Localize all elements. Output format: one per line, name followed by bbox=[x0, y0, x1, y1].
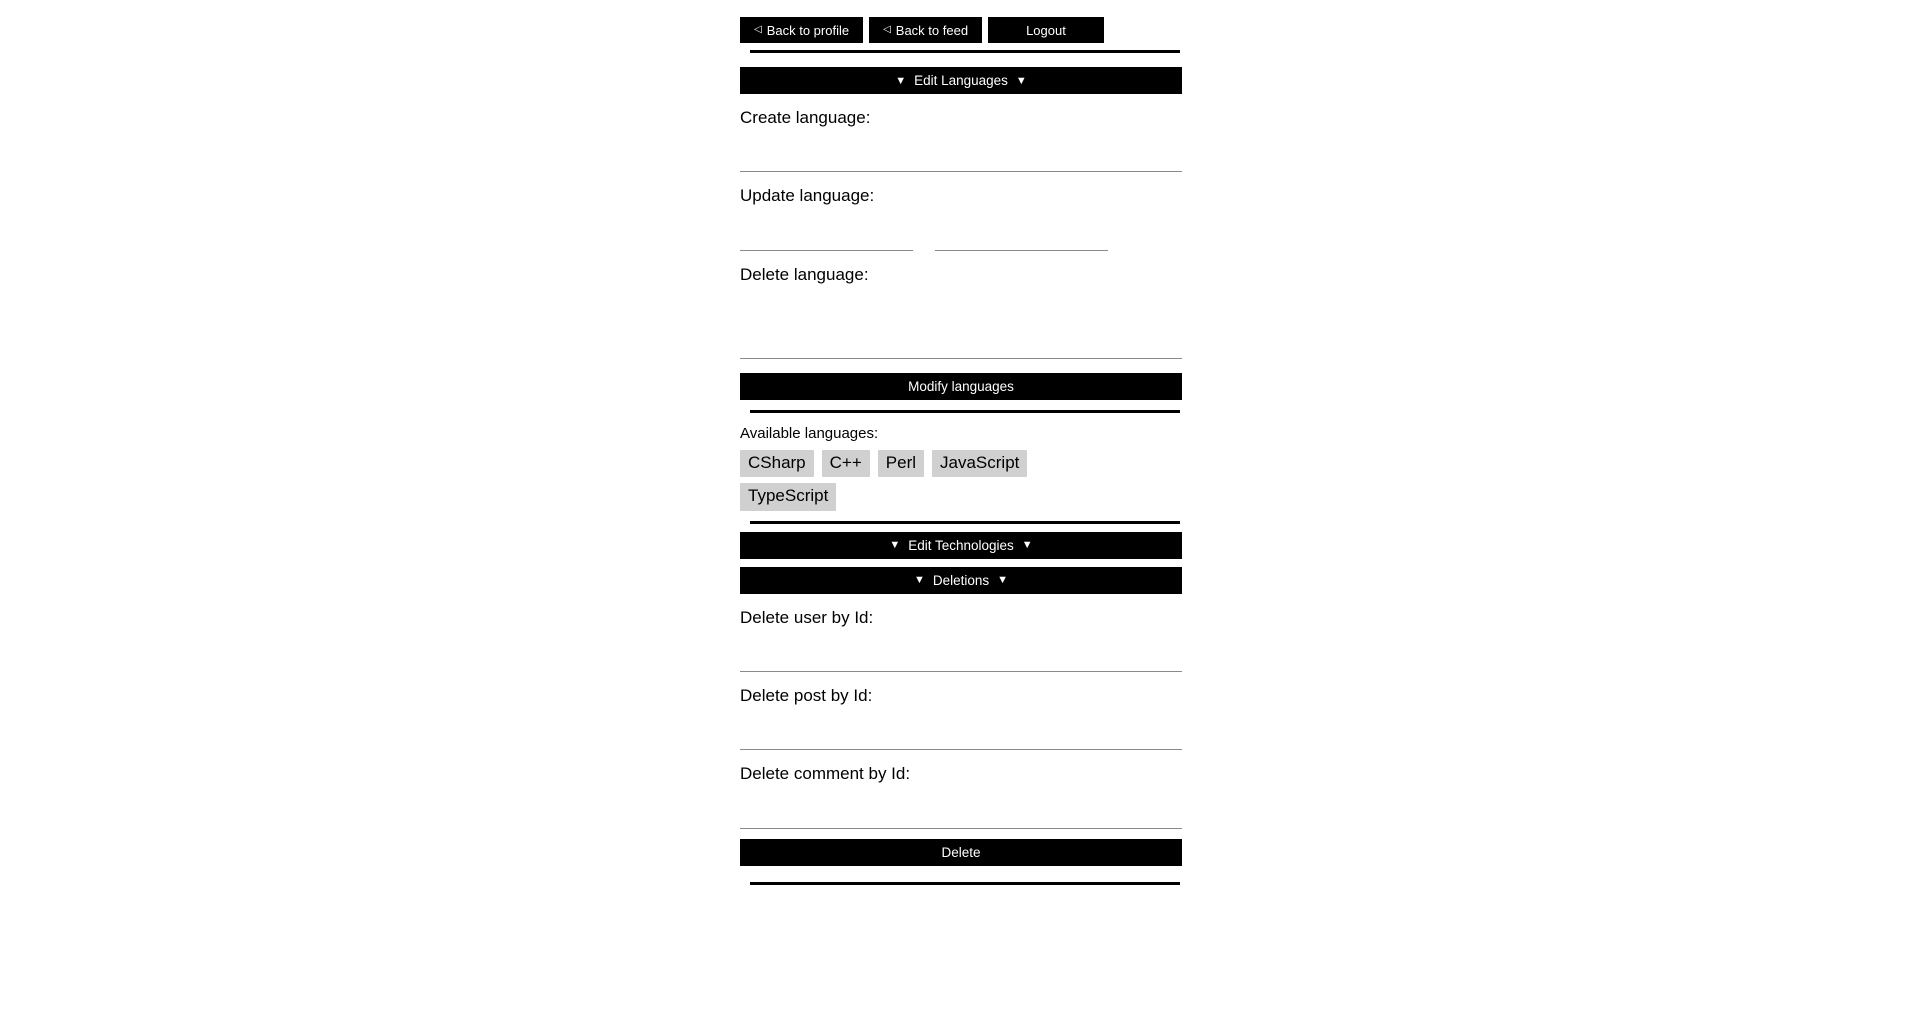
delete-user-input[interactable] bbox=[740, 650, 1182, 672]
available-languages-label: Available languages: bbox=[740, 425, 879, 443]
update-language-old-input[interactable] bbox=[740, 229, 913, 251]
triangle-down-icon: ▼ bbox=[1021, 539, 1033, 552]
update-language-new-input[interactable] bbox=[935, 229, 1108, 251]
back-to-profile-button[interactable] bbox=[740, 17, 863, 43]
back-to-feed-button[interactable] bbox=[869, 17, 982, 43]
languages-divider bbox=[750, 410, 1180, 413]
language-chip[interactable]: CSharp bbox=[740, 450, 814, 477]
triangle-down-icon: ▼ bbox=[1015, 74, 1027, 87]
delete-user-label: Delete user by Id: bbox=[740, 607, 874, 627]
logout-label: Logout bbox=[1026, 22, 1066, 38]
delete-language-label: Delete language: bbox=[740, 264, 869, 284]
update-language-label: Update language: bbox=[740, 186, 875, 206]
delete-post-field bbox=[740, 672, 1182, 750]
top-nav bbox=[740, 0, 1182, 50]
triangle-down-icon: ▼ bbox=[895, 74, 907, 87]
triangle-left-icon: ◁ bbox=[754, 24, 762, 35]
update-language-field bbox=[740, 172, 1182, 250]
logout-button[interactable] bbox=[988, 17, 1104, 43]
triangle-down-icon: ▼ bbox=[913, 574, 925, 587]
available-languages-list bbox=[740, 450, 1040, 511]
delete-comment-field bbox=[740, 750, 1182, 828]
edit-technologies-section-toggle[interactable] bbox=[740, 532, 1182, 559]
edit-languages-title: Edit Languages bbox=[914, 73, 1008, 88]
language-chip[interactable]: C++ bbox=[822, 450, 870, 477]
delete-user-field bbox=[740, 594, 1182, 672]
edit-languages-section-toggle[interactable] bbox=[740, 67, 1182, 94]
admin-panel-column bbox=[740, 0, 1182, 885]
delete-button[interactable] bbox=[740, 839, 1182, 866]
update-language-inputs bbox=[740, 229, 1182, 251]
back-to-profile-label: Back to profile bbox=[766, 22, 850, 38]
modify-languages-button[interactable] bbox=[740, 373, 1182, 400]
edit-technologies-title: Edit Technologies bbox=[908, 537, 1014, 553]
language-chip[interactable]: JavaScript bbox=[932, 450, 1027, 477]
delete-label: Delete bbox=[941, 844, 981, 860]
deletions-divider bbox=[750, 882, 1180, 885]
triangle-down-icon: ▼ bbox=[997, 574, 1009, 587]
language-chip[interactable]: Perl bbox=[878, 450, 924, 477]
delete-language-field bbox=[740, 251, 1182, 359]
triangle-down-icon: ▼ bbox=[889, 539, 901, 552]
modify-languages-label: Modify languages bbox=[908, 379, 1014, 395]
delete-comment-input[interactable] bbox=[740, 807, 1182, 829]
back-to-feed-label: Back to feed bbox=[895, 22, 969, 38]
delete-post-label: Delete post by Id: bbox=[740, 686, 873, 706]
create-language-field bbox=[740, 94, 1182, 172]
delete-language-input[interactable] bbox=[740, 337, 1182, 359]
delete-post-input[interactable] bbox=[740, 728, 1182, 750]
deletions-section-toggle[interactable] bbox=[740, 567, 1182, 594]
language-chip[interactable]: TypeScript bbox=[740, 483, 836, 510]
delete-comment-label: Delete comment by Id: bbox=[740, 764, 911, 784]
create-language-input[interactable] bbox=[740, 150, 1182, 172]
create-language-label: Create language: bbox=[740, 108, 871, 127]
deletions-title: Deletions bbox=[932, 572, 990, 588]
triangle-left-icon: ◁ bbox=[883, 24, 891, 35]
